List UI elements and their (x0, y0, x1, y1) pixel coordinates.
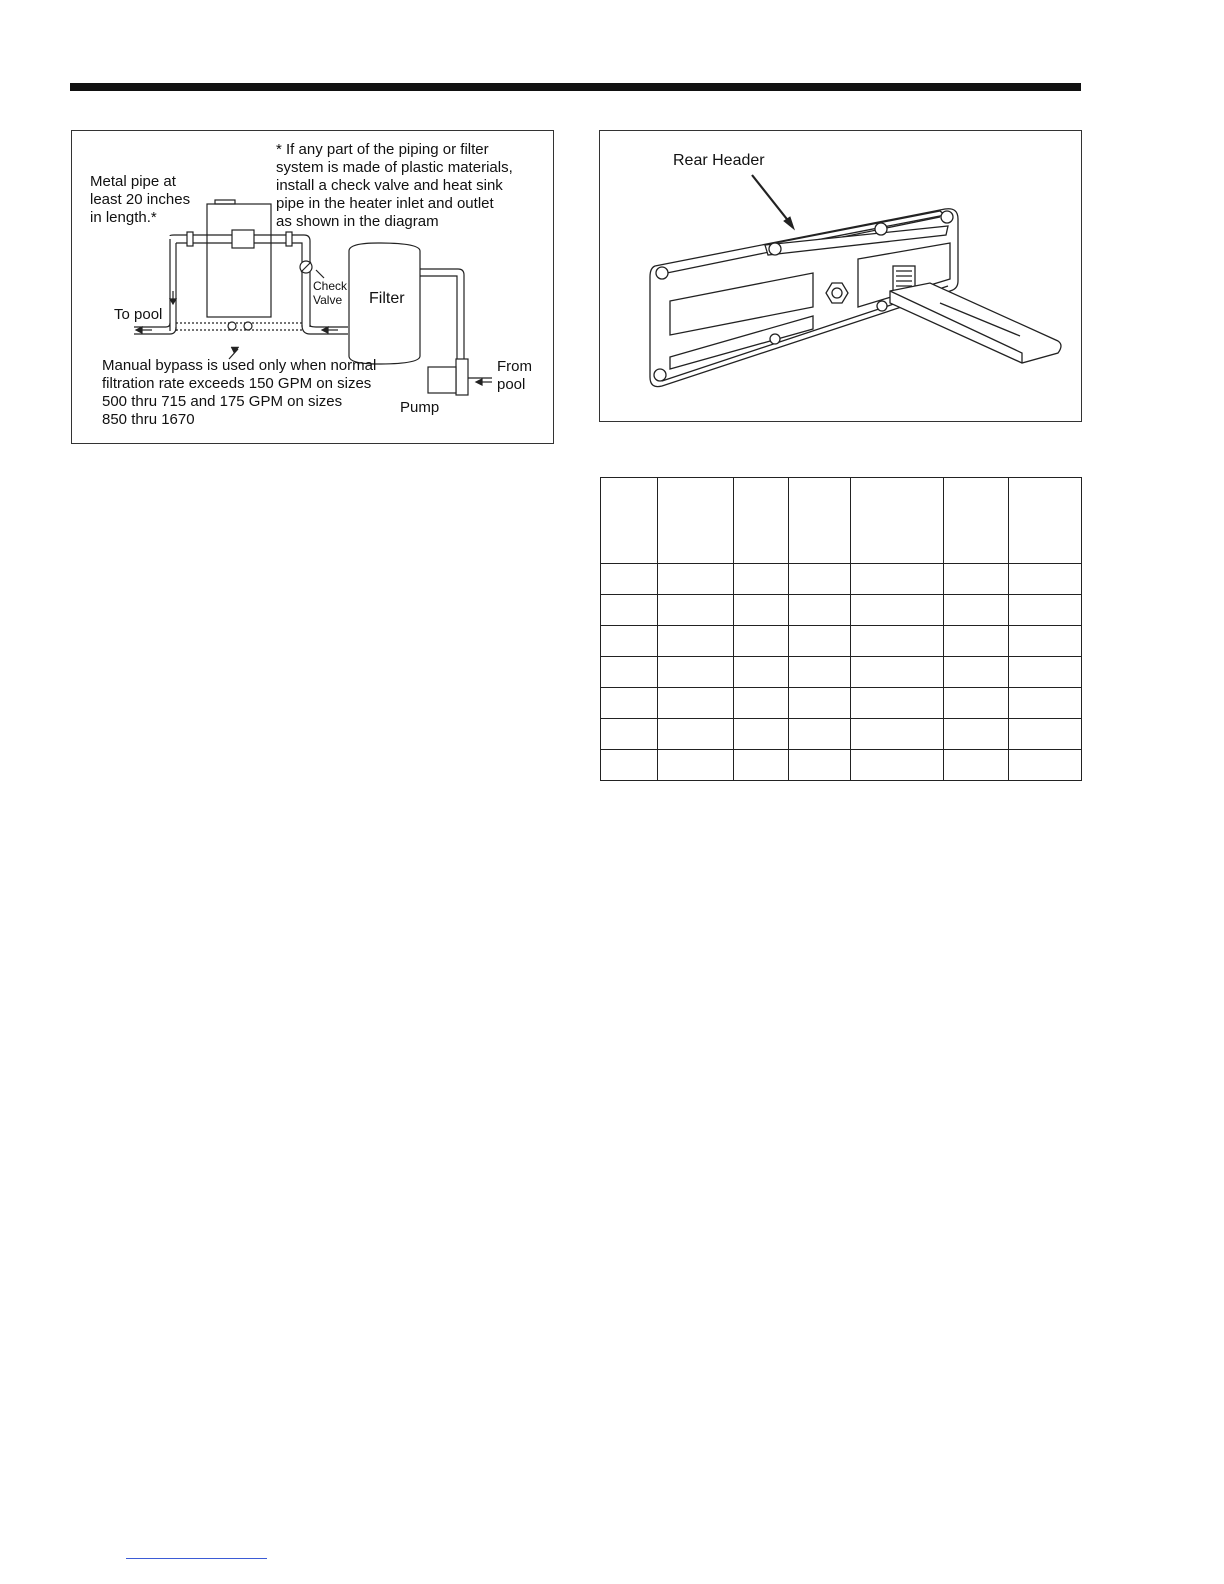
rear-header-arrow (752, 175, 790, 223)
table-cell (789, 564, 851, 595)
bolt-4 (941, 211, 953, 223)
left-riser-pipe (170, 239, 176, 331)
header-rule (70, 83, 1081, 91)
table-cell (734, 750, 789, 781)
pump-outlet (456, 359, 468, 395)
table-cell (601, 478, 658, 564)
table-cell (1009, 750, 1082, 781)
heater-body (207, 204, 271, 317)
table-cell (944, 478, 1009, 564)
table-cell (851, 657, 944, 688)
table-cell (1009, 657, 1082, 688)
table-cell (734, 657, 789, 688)
table-cell (734, 719, 789, 750)
table-row (601, 750, 1082, 781)
table-row (601, 688, 1082, 719)
table-cell (601, 595, 658, 626)
table-cell (789, 595, 851, 626)
piping-diagram-figure (71, 130, 554, 444)
table-cell (851, 719, 944, 750)
table-cell (944, 657, 1009, 688)
table-cell (789, 478, 851, 564)
table-cell (1009, 564, 1082, 595)
rear-header-label: Rear Header (673, 152, 765, 169)
bolt-7 (877, 301, 887, 311)
check-valve-label: Check Valve (313, 279, 348, 307)
table-cell (658, 478, 734, 564)
table-cell (944, 719, 1009, 750)
table-cell (944, 564, 1009, 595)
table-cell (851, 595, 944, 626)
table-cell (601, 719, 658, 750)
table-cell (734, 626, 789, 657)
pump-label: Pump (400, 399, 440, 416)
table-cell (944, 595, 1009, 626)
table-cell (658, 595, 734, 626)
union-left (187, 232, 193, 246)
bolt-2 (769, 243, 781, 255)
table-row (601, 719, 1082, 750)
table-cell (658, 750, 734, 781)
table-row (601, 595, 1082, 626)
table-cell (734, 595, 789, 626)
table-cell (789, 750, 851, 781)
table-cell (734, 564, 789, 595)
rear-header-drawing (600, 131, 1081, 421)
bracket-arm (890, 283, 1061, 363)
table-cell (658, 564, 734, 595)
table-header-row (601, 478, 1082, 564)
table-cell (601, 688, 658, 719)
pump-body (428, 367, 456, 393)
rear-header-figure (599, 130, 1082, 422)
table-cell (789, 657, 851, 688)
table-row (601, 564, 1082, 595)
table-cell (789, 688, 851, 719)
table-cell (851, 750, 944, 781)
table-cell (851, 626, 944, 657)
specification-table (600, 477, 1082, 781)
footer-link-underline (126, 1558, 267, 1559)
bypass-note-label: Manual bypass is used only when normal filtration rate exceeds 150 GPM on sizes 500 thru 715 and 175 GPM on sizes 850 thru 1670 (102, 357, 377, 428)
heater-connector (232, 230, 254, 248)
heater-top-tab (215, 200, 235, 204)
bolt-5 (654, 369, 666, 381)
table-cell (601, 750, 658, 781)
bolt-3 (875, 223, 887, 235)
metal-pipe-label: Metal pipe at least 20 inches in length.* (90, 173, 191, 226)
table-cell (1009, 626, 1082, 657)
table-row (601, 626, 1082, 657)
from-pool-label: From pool (497, 358, 532, 393)
table-cell (658, 626, 734, 657)
table-cell (851, 688, 944, 719)
filter-pump-pipe (420, 269, 464, 359)
table-row (601, 657, 1082, 688)
table-cell (734, 478, 789, 564)
table-cell (601, 657, 658, 688)
table-cell (789, 626, 851, 657)
table-cell (851, 564, 944, 595)
table-cell (1009, 595, 1082, 626)
bolt-1 (656, 267, 668, 279)
table-cell (601, 626, 658, 657)
table-cell (658, 719, 734, 750)
table-cell (944, 626, 1009, 657)
plastic-note-label: * If any part of the piping or filter system is made of plastic materials, install a check valve and heat sink pipe in the heater inlet and outlet as shown in the diagram (276, 141, 513, 230)
table-cell (789, 719, 851, 750)
table-cell (658, 688, 734, 719)
to-pool-label: To pool (114, 306, 163, 323)
table-cell (944, 688, 1009, 719)
table-cell (734, 688, 789, 719)
union-right (286, 232, 292, 246)
table-cell (1009, 688, 1082, 719)
table-cell (851, 478, 944, 564)
table-cell (658, 657, 734, 688)
table-cell (944, 750, 1009, 781)
table-cell (1009, 719, 1082, 750)
filter-label: Filter (369, 290, 405, 307)
table-cell (601, 564, 658, 595)
bolt-6 (770, 334, 780, 344)
table-cell (1009, 478, 1082, 564)
